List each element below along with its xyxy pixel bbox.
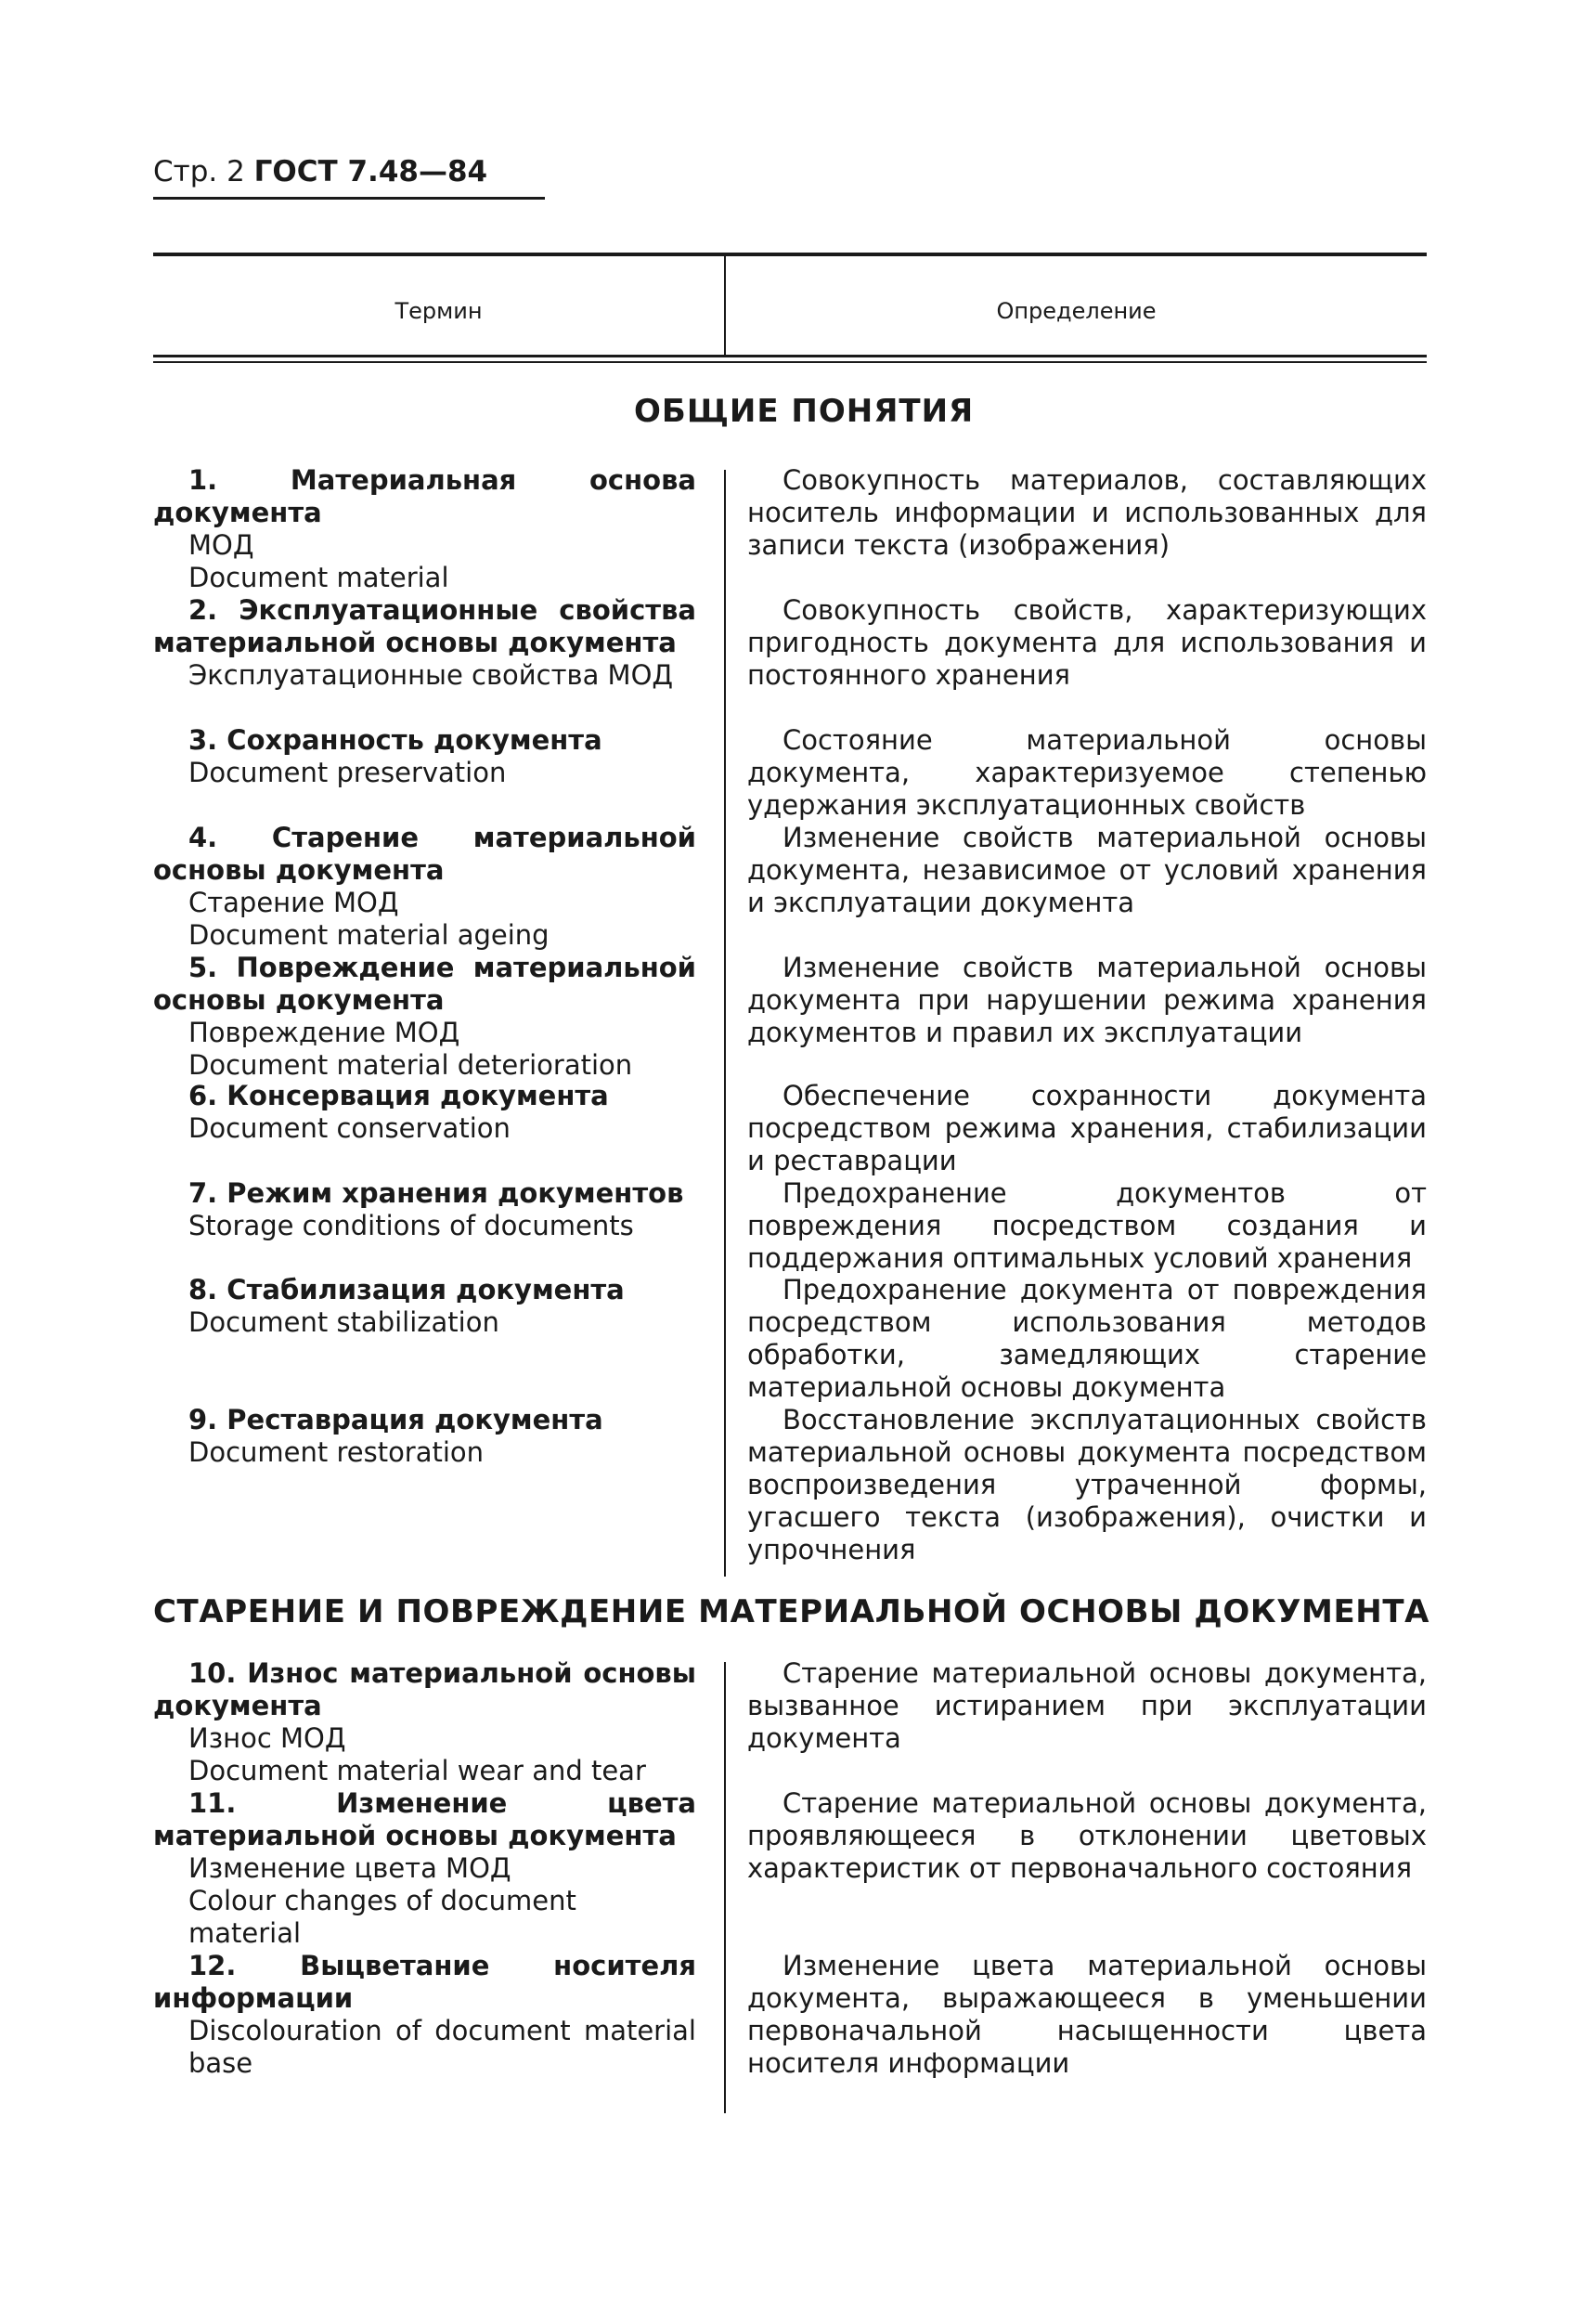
term-abbreviation: Повреждение МОД [188,1017,460,1048]
term-title: 2. Эксплуатационные свойства материальной основы документа [153,594,696,658]
definition-text: Состояние материальной основы документа, характеризуемое степенью удержания эксплуатационных свойств [747,724,1427,821]
term-title: 12. Выцветание носителя информации [153,1950,696,2014]
term-abbreviation: Износ МОД [188,1722,346,1754]
term-english: Document material wear and tear [188,1755,646,1786]
column-header-definition: Определение [996,298,1157,324]
standard-number: ГОСТ 7.48—84 [253,155,488,188]
term-title: 5. Повреждение материальной основы документа [153,952,696,1016]
term-english: Document restoration [188,1436,485,1468]
term-english: Document conservation [188,1112,511,1144]
definition-text: Восстановление эксплуатационных свойств материальной основы документа посредством воспроизведения утраченной формы, угасшего текста (изображения), очистки и упрочнения [747,1404,1427,1565]
term-english: Document material [188,562,449,593]
term-entry [153,822,696,952]
column-divider [724,1662,726,2113]
term-entry [153,1787,696,1950]
table-header-rule-double [153,361,1427,363]
term-entry [153,952,696,1082]
term-english: Document material deterioration [188,1049,633,1081]
section-heading-ageing: СТАРЕНИЕ И ПОВРЕЖДЕНИЕ МАТЕРИАЛЬНОЙ ОСНОВЫ ДОКУМЕНТА [153,1593,1430,1630]
term-title: 8. Стабилизация документа [188,1274,625,1305]
header-rule [153,197,545,200]
definition-text: Предохранение документов от повреждения посредством создания и поддержания оптимальных условий хранения [747,1177,1427,1274]
term-entry [153,1274,696,1339]
definition-text: Обеспечение сохранности документа посредством режима хранения, стабилизации и реставрации [747,1080,1427,1176]
definition-text: Старение материальной основы документа, проявляющееся в отклонении цветовых характеристик от первоначального состояния [747,1787,1427,1884]
definition-text: Изменение цвета материальной основы документа, выражающееся в уменьшении первоначальной насыщенности цвета носителя информации [747,1950,1427,2079]
term-english: Document stabilization [188,1306,499,1338]
term-title: 3. Сохранность документа [188,724,602,756]
column-divider [724,470,726,1577]
term-abbreviation: Старение МОД [188,887,399,918]
definition-text: Совокупность материалов, составляющих носитель информации и использованных для записи текста (изображения) [747,464,1427,561]
definition-text: Изменение свойств материальной основы документа при нарушении режима хранения документов и правил их эксплуатации [747,952,1427,1048]
column-header-term: Термин [394,298,483,324]
term-title: 10. Износ материальной основы документа [153,1657,696,1721]
term-abbreviation: Изменение цвета МОД [188,1852,511,1884]
term-title: 4. Старение материальной основы документа [153,822,696,886]
term-english: Storage conditions of documents [188,1210,634,1241]
term-title: 11. Изменение цвета материальной основы документа [153,1787,696,1851]
term-title: 6. Консервация документа [188,1080,609,1111]
term-synonym: Эксплуатационные свойства МОД [188,659,674,691]
column-divider [724,256,726,355]
term-abbreviation: МОД [188,529,254,561]
definition-text: Старение материальной основы документа, вызванное истиранием при эксплуатации документа [747,1657,1427,1754]
term-title: 7. Режим хранения документов [188,1177,684,1209]
table-header-rule [153,355,1427,357]
term-entry [153,1404,696,1469]
definition-text: Изменение свойств материальной основы документа, независимое от условий хранения и эксплуатации документа [747,822,1427,918]
term-entry [153,464,696,594]
term-title: 9. Реставрация документа [188,1404,603,1435]
running-head [153,153,487,190]
page-label: Стр. 2 [153,155,245,188]
term-entry [153,1177,696,1242]
term-entry [153,1080,696,1145]
term-entry [153,1657,696,1787]
definition-text: Предохранение документа от повреждения посредством использования методов обработки, замедляющих старение материальной основы документа [747,1274,1427,1403]
term-english: Colour changes of document material [188,1885,576,1949]
term-entry [153,724,696,789]
term-entry [153,594,696,692]
term-english: Discolouration of document material base [188,2015,696,2079]
definition-text: Совокупность свойств, характеризующих пригодность документа для использования и постоянного хранения [747,594,1427,691]
term-english: Document material ageing [188,919,550,951]
section-heading-general: ОБЩИЕ ПОНЯТИЯ [634,393,975,430]
term-entry [153,1950,696,2080]
term-english: Document preservation [188,757,507,788]
table-top-rule [153,253,1427,256]
term-title: 1. Материальная основа документа [153,464,696,528]
